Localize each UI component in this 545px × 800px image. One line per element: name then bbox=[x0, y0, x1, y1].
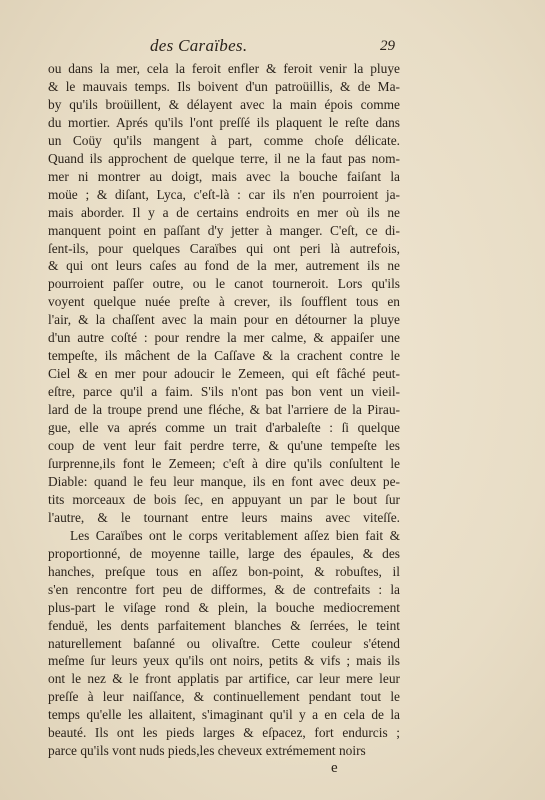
page-number: 29 bbox=[380, 38, 395, 54]
text-line: naturellement baſanné ou olivaſtre. Cette couleur s'étend bbox=[48, 635, 400, 651]
text-line: & le mauvais temps. Ils boivent d'un patroüillis, & de Ma- bbox=[48, 78, 400, 94]
paragraph bbox=[48, 60, 400, 527]
text-line: s'en rencontre fort peu de difformes, & de contrefaits : la bbox=[48, 581, 400, 597]
text-line: Les Caraïbes ont le corps veritablement aſſez bien fait & bbox=[70, 527, 400, 543]
text-line: tits morceaux de bois ſec, en appuyant un par le bout ſur bbox=[48, 491, 400, 507]
text-line: pourroient paſſer outre, ou le canot tourneroit. Lors qu'ils bbox=[48, 276, 400, 292]
text-line: tempeſte, ils mâchent de la Caſſave & la crachent contre le bbox=[48, 348, 400, 364]
text-line: meſme ſur leurs yeux qu'ils ont noirs, petits & vifs ; mais ils bbox=[48, 653, 400, 669]
text-line: mer ni montrer au doigt, mais avec la bouche faiſant la bbox=[48, 168, 400, 184]
text-line: fenduë, les dents parfaitement blanches & ſerrées, le teint bbox=[48, 617, 400, 633]
text-line: un Coüy qu'ils mangent à part, comme choſe délicate. bbox=[48, 132, 400, 148]
text-line: preſſe à leur naiſſance, & continuellement pendant tout le bbox=[48, 689, 400, 705]
signature-mark: e bbox=[331, 760, 338, 776]
text-line: l'autre, & le tournant entre leurs mains avec viteſſe. bbox=[48, 509, 400, 525]
text-line: gue, elle va aprés comme un trait d'arbaleſte : ſi quelque bbox=[48, 420, 400, 436]
paragraph bbox=[48, 527, 400, 760]
body-text bbox=[48, 60, 400, 760]
text-line: eſtre, parce qu'il a faim. S'ils n'ont pas bon vent un vieil- bbox=[48, 384, 400, 400]
text-line: Ciel & en mer pour adoucir le Zemeen, qui eſt fâché peut- bbox=[48, 366, 400, 382]
text-line: plus-part le viſage rond & plein, la bouche mediocrement bbox=[48, 599, 400, 615]
text-line: ou dans la mer, cela la feroit enfler & feroit venir la pluye bbox=[48, 61, 400, 76]
text-line: voyent quelque nuée preſte à crever, ils ſoufflent tous en bbox=[48, 294, 400, 310]
text-line: by qu'ils broüillent, & délayent avec la main épois comme bbox=[48, 96, 400, 112]
text-line: & qui ont leurs caſes au fond de la mer, autrement ils ne bbox=[48, 258, 400, 274]
text-line: ſurprenne,ils font le Zemeen; c'eſt à dire qu'ils conſultent le bbox=[48, 455, 400, 471]
text-line: l'air, & la chaſſent avec la main pour en détourner la pluye bbox=[48, 312, 400, 328]
running-title: des Caraïbes. bbox=[150, 36, 248, 55]
text-line: proportionné, de moyenne taille, large des épaules, & des bbox=[48, 545, 400, 561]
text-line: beauté. Ils ont les pieds larges & eſpacez, fort endurcis ; bbox=[48, 725, 400, 741]
text-line: moüe ; & diſant, Lyca, c'eſt-là : car ils n'en pourroient ja- bbox=[48, 186, 400, 202]
text-line: manquent point en paſſant d'y jetter à manger. C'eſt, ce di- bbox=[48, 222, 400, 238]
text-line: mais aborder. Il y a de certains endroits en mer où ils ne bbox=[48, 204, 400, 220]
text-line: du mortier. Aprés qu'ils l'ont preſſé ils plaquent le reſte dans bbox=[48, 114, 400, 130]
text-line: hanches, preſque tous en aſſez bon-point, & robuſtes, il bbox=[48, 563, 400, 579]
text-line: parce qu'ils vont nuds pieds,les cheveux extrémement noirs bbox=[48, 743, 366, 759]
text-line: ſent-ils, pour quelques Caraïbes qui ont peri là autrefois, bbox=[48, 240, 400, 256]
text-line: Diable: quand le feu leur manque, ils en font avec deux pe- bbox=[48, 473, 400, 489]
text-line: temps qu'elle les allaitent, s'imaginant qu'il y a en cela de la bbox=[48, 707, 400, 723]
text-line: d'un autre coſté : pour rendre la mer calme, & appaiſer une bbox=[48, 330, 400, 346]
text-line: Quand ils approchent de quelque terre, il ne la faut pas nom- bbox=[48, 150, 400, 166]
text-line: coup de vent leur fait perdre terre, & qu'une tempeſte les bbox=[48, 438, 400, 454]
text-line: lard de la troupe prend une fléche, & bat l'arriere de la Pirau- bbox=[48, 402, 400, 418]
text-line: ont le nez & le front applatis par artifice, car leur mere leur bbox=[48, 671, 400, 687]
